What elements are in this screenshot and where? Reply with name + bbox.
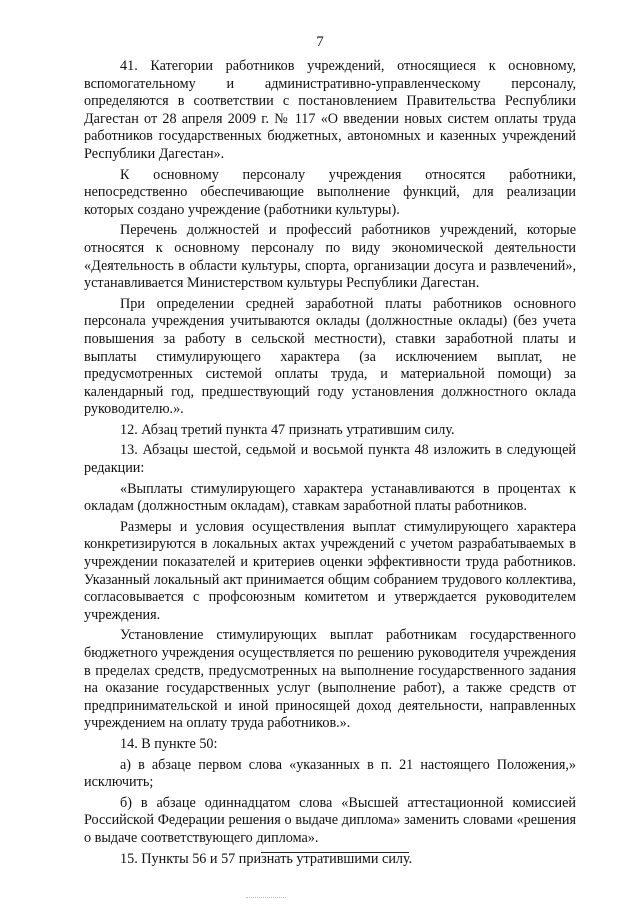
paragraph-main-staff: К основному персоналу учреждения относятся работники, непосредственно обеспечивающие выполнение функций, для реализации которых создано учреждение (работники культуры). xyxy=(84,166,576,218)
paragraph-13: 13. Абзацы шестой, седьмой и восьмой пункта 48 изложить в следующей редакции: xyxy=(84,442,576,477)
page-number: 7 xyxy=(316,34,324,50)
paragraph-payment-conditions: Размеры и условия осуществления выплат стимулирующего характера конкретизируются в локальных актах учреждений с учетом разрабатываемых в учреждении показателей и критериев оценки эффективности труда работников. Указанный локальный акт принимается общим собранием трудового коллектива, согласовывается с профсоюзным комитетом и утверждается руководителем учреждения. xyxy=(84,518,576,623)
paragraph-12: 12. Абзац третий пункта 47 признать утратившим силу. xyxy=(120,421,455,438)
scan-artifact xyxy=(246,897,286,898)
paragraph-payment-establishment: Установление стимулирующих выплат работникам государственного бюджетного учреждения осуществляется по решению руководителя учреждения в пределах средств, предусмотренных на выполнение государственного задания на оказание государственных услуг (выполнение работ), а также средств от предпринимательской и иной приносящей доход деятельности, направленных учреждением на оплату труда работников.». xyxy=(84,627,576,732)
end-divider-line xyxy=(261,852,409,853)
paragraph-average-salary: При определении средней заработной платы работников основного персонала учреждения учитываются оклады (должностные оклады) (без учета повышения за работу в сельской местности), ставки заработной платы и выплаты стимулирующего характера (за исключением выплат, не предусмотренных системой оплаты труда, и материальной помощи) за календарный год, предшествующий году установления должностного оклада руководителю.». xyxy=(84,295,576,418)
paragraph-incentive-payments: «Выплаты стимулирующего характера устанавливаются в процентах к окладам (должностным окладам), ставкам заработной платы работников. xyxy=(84,480,576,515)
paragraph-14a: а) в абзаце первом слова «указанных в п. 21 настоящего Положения,» исключить; xyxy=(84,756,576,791)
document-body xyxy=(84,58,576,868)
paragraph-15: 15. Пункты 56 и 57 признать утратившими силу. xyxy=(120,850,413,867)
paragraph-positions-list: Перечень должностей и профессий работников учреждений, которые относятся к основному персоналу по виду экономической деятельности «Деятельность в области культуры, спорта, организации досуга и развлечений», устанавливается Министерством культуры Республики Дагестан. xyxy=(84,222,576,292)
paragraph-14b: б) в абзаце одиннадцатом слова «Высшей аттестационной комиссией Российской Федерации решения о выдаче диплома» заменить словами «решения о выдаче соответствующего диплома». xyxy=(84,794,576,846)
paragraph-41: 41. Категории работников учреждений, относящиеся к основному, вспомогательному и административно-управленческому персоналу, определяются в соответствии с постановлением Правительства Республики Дагестан от 28 апреля 2009 г. № 117 «О введении новых систем оплаты труда работников государственных бюджетных, автономных и казенных учреждений Республики Дагестан». xyxy=(84,58,576,162)
paragraph-14: 14. В пункте 50: xyxy=(120,735,218,752)
